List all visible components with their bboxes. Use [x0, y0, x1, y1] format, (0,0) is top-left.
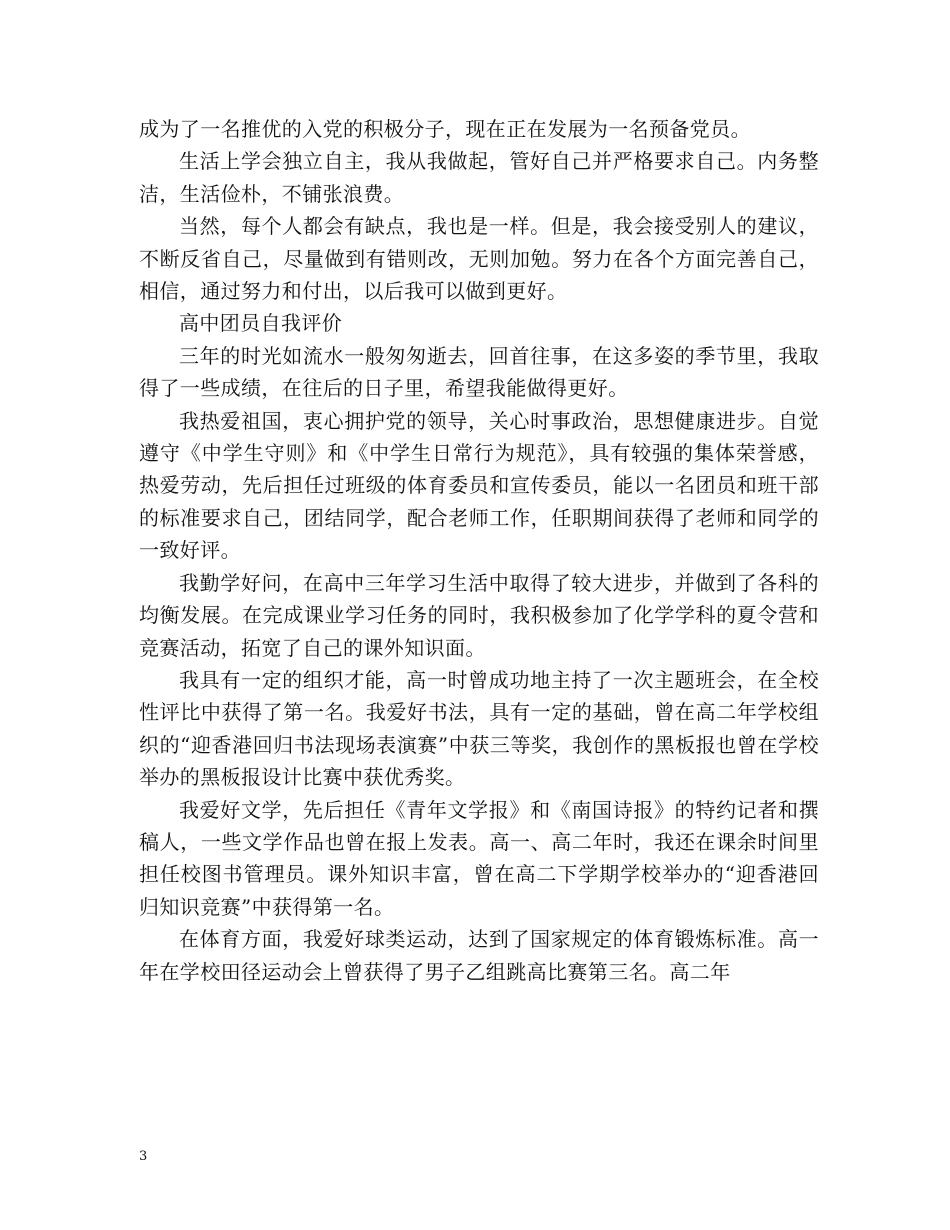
section-heading: 高中团员自我评价: [179, 311, 343, 336]
paragraph: 三年的时光如流水一般匆匆逝去，回首往事，在这多姿的季节里，我取得了一些成绩，在往后的日子里，希望我能做得更好。: [139, 343, 819, 401]
paragraph: 我爱好文学，先后担任《青年文学报》和《南国诗报》的特约记者和撰稿人，一些文学作品也曾在报上发表。高一、高二年时，我还在课余时间里担任校图书管理员。课外知识丰富，曾在高二下学期学校举办的“迎香港回归知识竞赛”中获得第一名。: [139, 797, 819, 919]
paragraph: 我热爱祖国，衷心拥护党的领导，关心时事政治，思想健康进步。自觉遵守《中学生守则》和《中学生日常行为规范》，具有较强的集体荣誉感，热爱劳动，先后担任过班级的体育委员和宣传委员，能以一名团员和班干部的标准要求自己，团结同学，配合老师工作，任职期间获得了老师和同学的一致好评。: [139, 408, 819, 563]
paragraph: 我具有一定的组织才能，高一时曾成功地主持了一次主题班会，在全校性评比中获得了第一名。我爱好书法，具有一定的基础，曾在高二年学校组织的“迎香港回归书法现场表演赛”中获三等奖，我创作的黑板报也曾在学校举办的黑板报设计比赛中获优秀奖。: [139, 667, 819, 790]
page-number: 3: [139, 1149, 148, 1164]
document-body: [139, 113, 819, 988]
paragraph: 当然，每个人都会有缺点，我也是一样。但是，我会接受别人的建议，不断反省自己，尽量做到有错则改，无则加勉。努力在各个方面完善自己，相信，通过努力和付出，以后我可以做到更好。: [139, 214, 819, 304]
paragraph: 生活上学会独立自主，我从我做起，管好自己并严格要求自己。内务整洁，生活俭朴，不铺张浪费。: [139, 149, 819, 206]
paragraph: 我勤学好问，在高中三年学习生活中取得了较大进步，并做到了各科的均衡发展。在完成课业学习任务的同时，我积极参加了化学学科的夏令营和竞赛活动，拓宽了自己的课外知识面。: [139, 570, 819, 660]
paragraph: 在体育方面，我爱好球类运动，达到了国家规定的体育锻炼标准。高一年在学校田径运动会上曾获得了男子乙组跳高比赛第三名。高二年: [139, 927, 819, 984]
paragraph: 成为了一名推优的入党的积极分子，现在正在发展为一名预备党员。: [139, 117, 751, 141]
